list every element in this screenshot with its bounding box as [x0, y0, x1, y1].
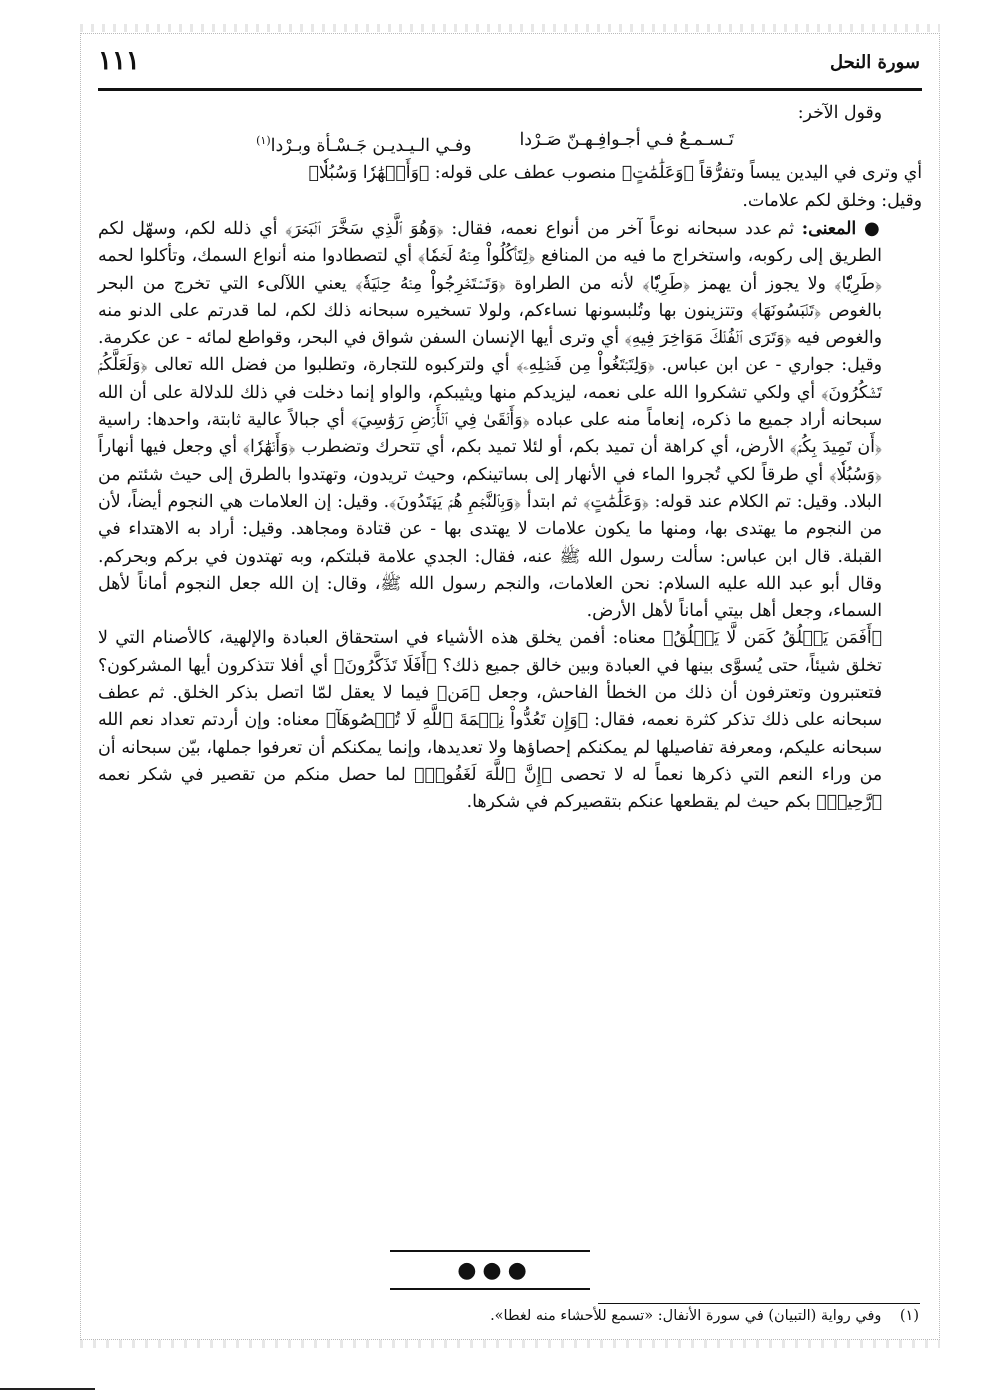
text-line: أي وترى في اليدين يبساً وتفرُّقاً ﴿وَعَلَٰمَٰتٍ﴾ منصوب عطف على قوله: ﴿وَأَنۡهَٰرٗا وَسُبُلٗا﴾	[308, 163, 922, 184]
page-header	[98, 44, 920, 84]
text-line: وقيل: وخلق لكم علامات.	[742, 190, 922, 211]
paragraph: ﴿أَفَمَن يَخۡلُقُ كَمَن لَّا يَخۡلُقُ﴾ معناه: أفمن يخلق هذه الأشياء في استحقاق العبادة والإلهية، كالأصنام التي لا تخلق شيئاً، حتى يُسوَّى بينها في العبادة وبين خالق جميع ذلك؟ ﴿أَفَلَا تَذَكَّرُونَ﴾ أي أفلا تتذكرون أيها المشركون؟ فتعتبرون وتعترفون أن ذلك من الخطأ الفاحش، وجعل ﴿مَن﴾ فيما لا يعقل لمّا اتصل بذكر الخلق. ثم عطف سبحانه على ذلك تذكر كثرة نعمه، فقال: ﴿وَإِن تَعُدُّواْ نِعۡمَةَ ٱللَّهِ لَا تُحۡصُوهَآ﴾ معناه: وإن أردتم تعداد نعم الله سبحانه عليكم، ومعرفة تفاصيلها لم يمكنكم إحصاؤها ولا تعديدها، وإنما يمكنكم أن تعرفوا جملها، بيّن سبحانه أن من وراء النعم التي ذكرها نعماً له لا تحصى ﴿إِنَّ ٱللَّهَ لَغَفُورٞ﴾ لما حصل منكم من تقصير في شكر نعمه ﴿رَّحِيمٞ﴾ بكم حيث لم يقطعها عنكم بتقصيركم في شكرها.	[98, 628, 882, 813]
poetry-verse	[98, 127, 922, 160]
page-number: ١١١	[98, 46, 140, 76]
footnote-ref[interactable]: (١)	[256, 134, 271, 148]
footnote-number: (١)	[899, 1308, 919, 1324]
section-end-ornament: ●●●	[457, 1258, 533, 1283]
verse-hemistich-2: وفـي الـيـديـن جَـسْـأة وبـرْدا	[270, 136, 472, 157]
page-border-ornament-top	[80, 24, 940, 32]
footnote	[490, 1308, 919, 1324]
header-rule	[98, 88, 922, 91]
footnote-rule	[598, 1303, 920, 1304]
bullet-icon: ●	[864, 217, 882, 239]
section-end-rule-bottom	[390, 1288, 590, 1290]
meaning-paragraph	[98, 215, 922, 625]
footnote-text: وفي رواية (التبيان) في سورة الأنفال: «تسمع للأحشاء منه لغطا».	[490, 1308, 882, 1324]
page-border-ornament-bottom	[80, 1340, 940, 1348]
meaning-text: ثم عدد سبحانه نوعاً آخر من أنواع نعمه، فقال: ﴿وَهُوَ ٱلَّذِي سَخَّرَ ٱلۡبَحۡرَ﴾ أي ذلله لكم، وسهّل لكم الطريق إلى ركوبه، واستخراج ما فيه من المنافع ﴿لِتَأۡكُلُواْ مِنۡهُ لَحۡمٗا﴾ أي لتصطادوا منه أنواع السمك، وتأكلوا لحمه ﴿طَرِيّٗا﴾ ولا يجوز أن يهمز ﴿طَرِيّٗا﴾ لأنه من الطراوة ﴿وَتَسۡتَخۡرِجُواْ مِنۡهُ حِلۡيَةٗ﴾ يعني اللآلىء التي تخرج من البحر بالغوص ﴿تَلۡبَسُونَهَا﴾ وتتزينون بها وتُلبسونها نساءكم، ولولا تسخيره سبحانه ذلك لكم، لما قدرتم على الدنو منه والغوص فيه ﴿وَتَرَى ٱلۡفُلۡكَ مَوَاخِرَ فِيهِ﴾ أي وترى أيها الإنسان السفن شواق في البحر، وقواطع لمائه - عن عكرمة. وقيل: جواري - عن ابن عباس. ﴿وَلِتَبۡتَغُواْ مِن فَضۡلِهِۦ﴾ أي ولتركبوه للتجارة، وتطلبوا من فضل الله تعالى ﴿وَلَعَلَّكُمۡ تَشۡكُرُونَ﴾ أي ولكي تشكروا الله على نعمه، ليزيدكم منها ويثيبكم، والواو إنما دخلت في ذلك للدلالة على أن الله سبحانه أراد جميع ما ذكره، إنعاماً منه على عباده ﴿وَأَلۡقَىٰ فِي ٱلۡأَرۡضِ رَوَٰسِيَ﴾ أي جبالاً عالية ثابتة، واحدها: راسية ﴿أَن تَمِيدَ بِكُمۡ﴾ الأرض، أي كراهة أن تميد بكم، أو لئلا تميد بكم، أي تتحرك وتضطرب ﴿وَأَنۡهَٰرٗا﴾ أي وجعل فيها أنهاراً ﴿وَسُبُلٗا﴾ أي طرقاً لكي تُجروا الماء في الأنهار إلى بساتينكم، وحيث تريدون، وتهتدوا بالطرق إلى حيث شئتم من البلاد. وقيل: تم الكلام عند قوله: ﴿وَعَلَٰمَٰتٍ﴾ ثم ابتدأ ﴿وَبِٱلنَّجۡمِ هُمۡ يَهۡتَدُونَ﴾. وقيل: إن العلامات هي النجوم أيضاً، لأن من النجوم ما يهتدى بها، ومنها ما يكون علامات لا يهتدى بها - عن قتادة ومجاهد. وقيل: أراد به الاهتداء في القبلة. قال ابن عباس: سألت رسول الله ﷺ عنه، فقال: الجدي علامة قبلتكم، وبه تهتدون في بركم وبحركم. وقال أبو عبد الله عليه السلام: نحن العلامات، والنجم رسول الله ﷺ، وقال: إن الله جعل النجوم أماناً لأهل السماء، وجعل أهل بيتي أماناً لأهل الأرض.	[98, 218, 882, 622]
meaning-label: المعنى:	[801, 218, 857, 239]
verse-hemistich-2-wrap	[256, 127, 471, 160]
verse-intro: وقول الآخر:	[797, 103, 882, 123]
scan-edge-mark	[0, 1388, 95, 1390]
verse-hemistich-1: تَـسـمـعُ فـي أجـوافِـهـنّ صَـرْدا	[519, 130, 734, 151]
running-title: سورة النحل	[830, 52, 920, 73]
section-end-rule-top	[390, 1250, 590, 1252]
main-text	[98, 100, 922, 816]
